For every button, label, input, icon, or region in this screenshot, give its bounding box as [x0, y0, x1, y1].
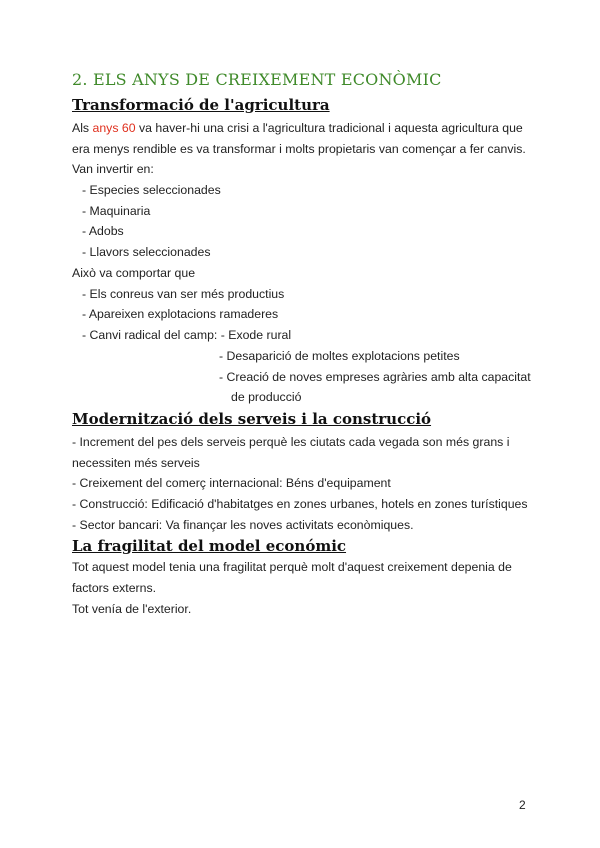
- paragraph-line: necessiten més serveis: [72, 456, 200, 470]
- sub-list-item-continuation: de producció: [231, 390, 302, 404]
- text-span: va haver-hi una crisi a l'agricultura tradicional i aquesta agricultura que: [135, 121, 523, 135]
- paragraph-line: Van invertir en:: [72, 162, 154, 176]
- section-heading-agriculture: Transformació de l'agricultura: [72, 96, 330, 114]
- chapter-title: 2. ELS ANYS DE CREIXEMENT ECONÒMIC: [72, 70, 442, 89]
- section-heading-services: Modernització dels serveis i la construcció: [72, 410, 432, 428]
- paragraph-line: - Creixement del comerç internacional: Béns d'equipament: [72, 476, 391, 490]
- list-item: - Apareixen explotacions ramaderes: [82, 307, 279, 321]
- paragraph-line: era menys rendible es va transformar i molts propietaris van començar a fer canvis.: [72, 142, 526, 156]
- section-heading-fragility: La fragilitat del model económic: [72, 537, 347, 555]
- paragraph-line: Tot venía de l'exterior.: [72, 602, 192, 616]
- text-span: Als: [72, 121, 93, 135]
- paragraph-line: Tot aquest model tenia una fragilitat perquè molt d'aquest creixement depenia de: [72, 560, 512, 574]
- highlight-anys-60: anys 60: [92, 121, 136, 135]
- list-item: - Adobs: [82, 224, 124, 238]
- sub-list-item: - Desaparició de moltes explotacions petites: [219, 349, 460, 363]
- paragraph-line: factors externs.: [72, 581, 157, 595]
- list-item: - Canvi radical del camp: - Exode rural: [82, 328, 292, 342]
- list-item: - Llavors seleccionades: [82, 245, 211, 259]
- paragraph-line: [72, 120, 523, 136]
- paragraph-line: Això va comportar que: [72, 266, 196, 280]
- paragraph-line: - Sector bancari: Va finançar les noves activitats econòmiques.: [72, 518, 414, 532]
- paragraph-line: - Construcció: Edificació d'habitatges en zones urbanes, hotels en zones turístiques: [72, 497, 528, 511]
- sub-list-item: - Creació de noves empreses agràries amb alta capacitat: [219, 370, 531, 384]
- list-item: - Els conreus van ser més productius: [82, 287, 285, 301]
- paragraph-line: - Increment del pes dels serveis perquè les ciutats cada vegada son més grans i: [72, 435, 510, 449]
- list-item: - Especies seleccionades: [82, 183, 221, 197]
- page-number: 2: [519, 798, 526, 812]
- list-item: - Maquinaria: [82, 204, 151, 218]
